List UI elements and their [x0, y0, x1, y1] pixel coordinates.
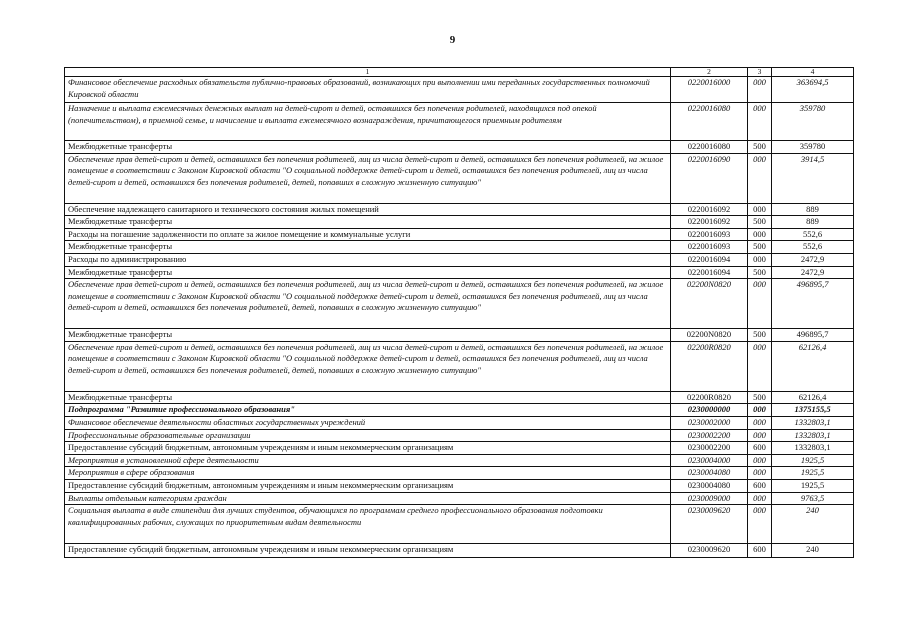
row-sum: 359780 — [772, 103, 854, 141]
table-row — [65, 153, 854, 203]
table-row — [65, 103, 854, 141]
row-sum: 1925,5 — [772, 479, 854, 492]
row-name: Межбюджетные трансферты — [65, 266, 671, 279]
row-name: Мероприятия в сфере образования — [65, 467, 671, 480]
row-sum: 496895,7 — [772, 329, 854, 342]
row-type: 000 — [748, 228, 772, 241]
row-code: 0220016000 — [671, 77, 748, 103]
row-sum: 496895,7 — [772, 279, 854, 329]
row-sum: 1332803,1 — [772, 416, 854, 429]
row-type: 000 — [748, 103, 772, 141]
row-code: 0230002000 — [671, 416, 748, 429]
row-name: Межбюджетные трансферты — [65, 329, 671, 342]
row-name: Межбюджетные трансферты — [65, 141, 671, 154]
table-row — [65, 203, 854, 216]
header-col-sum: 4 — [772, 68, 854, 77]
header-col-name: 1 — [65, 68, 671, 77]
row-code: 0230002200 — [671, 442, 748, 455]
row-code: 0230004080 — [671, 467, 748, 480]
row-name: Обеспечение прав детей-сирот и детей, оставшихся без попечения родителей, лиц из числа детей-сирот и детей, оставшихся без попечения родителей, на жилое помещение в соответствии с Законом Кировской области "О социальной поддержке детей-сирот и детей, оставшихся без попечения родителей, лиц из числа детей-сирот и детей, оставшихся без попечения родителей, детей, попавших в сложную жизненную ситуацию" — [65, 341, 671, 391]
row-code: 0220016093 — [671, 228, 748, 241]
row-type: 000 — [748, 467, 772, 480]
row-sum: 363694,5 — [772, 77, 854, 103]
row-sum: 552,6 — [772, 228, 854, 241]
table-row — [65, 77, 854, 103]
table-row — [65, 279, 854, 329]
row-type: 000 — [748, 454, 772, 467]
table-row — [65, 479, 854, 492]
row-name: Предоставление субсидий бюджетным, автономным учреждениям и иным некоммерческим организациям — [65, 442, 671, 455]
table-row — [65, 544, 854, 558]
row-name: Выплаты отдельным категориям граждан — [65, 492, 671, 505]
row-code: 0230009620 — [671, 544, 748, 558]
table-header-row — [65, 68, 854, 77]
page-number: 9 — [449, 34, 456, 46]
row-name: Обеспечение прав детей-сирот и детей, оставшихся без попечения родителей, лиц из числа детей-сирот и детей, оставшихся без попечения родителей, на жилое помещение в соответствии с Законом Кировской области "О социальной поддержке детей-сирот и детей, оставшихся без попечения родителей, лиц из числа детей-сирот и детей, оставшихся без попечения родителей, детей, попавших в сложную жизненную ситуацию" — [65, 153, 671, 203]
table-row — [65, 228, 854, 241]
row-sum: 1332803,1 — [772, 442, 854, 455]
table-row — [65, 404, 854, 417]
row-sum: 359780 — [772, 141, 854, 154]
table-row — [65, 253, 854, 266]
row-code: 0220016090 — [671, 153, 748, 203]
row-sum: 2472,9 — [772, 253, 854, 266]
table-row — [65, 241, 854, 254]
row-name: Финансовое обеспечение деятельности областных государственных учреждений — [65, 416, 671, 429]
table-row — [65, 442, 854, 455]
row-sum: 2472,9 — [772, 266, 854, 279]
row-type: 500 — [748, 266, 772, 279]
row-name: Расходы по администрированию — [65, 253, 671, 266]
row-sum: 62126,4 — [772, 391, 854, 404]
row-code: 0230004080 — [671, 479, 748, 492]
table-row — [65, 391, 854, 404]
row-sum: 9763,5 — [772, 492, 854, 505]
row-sum: 240 — [772, 544, 854, 558]
header-col-type: 3 — [748, 68, 772, 77]
row-code: 0230000000 — [671, 404, 748, 417]
row-sum: 1925,5 — [772, 467, 854, 480]
row-type: 500 — [748, 329, 772, 342]
row-sum: 1375155,5 — [772, 404, 854, 417]
row-name: Профессиональные образовательные организации — [65, 429, 671, 442]
row-type: 600 — [748, 479, 772, 492]
row-sum: 889 — [772, 203, 854, 216]
row-name: Межбюджетные трансферты — [65, 391, 671, 404]
table-row — [65, 341, 854, 391]
row-type: 000 — [748, 153, 772, 203]
row-code: 0220016092 — [671, 203, 748, 216]
row-code: 0230009620 — [671, 505, 748, 544]
row-code: 0220016080 — [671, 103, 748, 141]
table-row — [65, 141, 854, 154]
row-type: 000 — [748, 429, 772, 442]
row-type: 500 — [748, 241, 772, 254]
row-code: 0220016094 — [671, 253, 748, 266]
table-row — [65, 266, 854, 279]
row-code: 0230002200 — [671, 429, 748, 442]
row-name: Финансовое обеспечение расходных обязательств публично-правовых образований, возникающих при выполнении ими переданных государственных полномочий Кировской области — [65, 77, 671, 103]
row-code: 0220016094 — [671, 266, 748, 279]
row-code: 02200R0820 — [671, 391, 748, 404]
row-sum: 1925,5 — [772, 454, 854, 467]
row-sum: 889 — [772, 216, 854, 229]
row-sum: 3914,5 — [772, 153, 854, 203]
row-type: 000 — [748, 416, 772, 429]
row-sum: 62126,4 — [772, 341, 854, 391]
row-name: Предоставление субсидий бюджетным, автономным учреждениям и иным некоммерческим организациям — [65, 479, 671, 492]
row-name: Обеспечение надлежащего санитарного и технического состояния жилых помещений — [65, 203, 671, 216]
table-row — [65, 505, 854, 544]
row-code: 0220016092 — [671, 216, 748, 229]
row-sum: 240 — [772, 505, 854, 544]
row-code: 02200N0820 — [671, 279, 748, 329]
row-type: 600 — [748, 544, 772, 558]
row-name: Назначение и выплата ежемесячных денежных выплат на детей-сирот и детей, оставшихся без попечения родителей, находящихся под опекой (попечительством), в приемной семье, и начисление и выплата ежемесячного вознаграждения, причитающегося приемным родителям — [65, 103, 671, 141]
header-col-code: 2 — [671, 68, 748, 77]
row-type: 000 — [748, 505, 772, 544]
row-code: 02200N0820 — [671, 329, 748, 342]
row-type: 500 — [748, 391, 772, 404]
row-type: 000 — [748, 77, 772, 103]
row-type: 000 — [748, 492, 772, 505]
table-row — [65, 467, 854, 480]
row-type: 000 — [748, 404, 772, 417]
row-code: 02200R0820 — [671, 341, 748, 391]
row-type: 000 — [748, 203, 772, 216]
table-row — [65, 416, 854, 429]
row-type: 500 — [748, 216, 772, 229]
table-row — [65, 329, 854, 342]
row-type: 000 — [748, 341, 772, 391]
table-row — [65, 429, 854, 442]
row-type: 000 — [748, 279, 772, 329]
row-type: 600 — [748, 442, 772, 455]
row-name: Расходы на погашение задолженности по оплате за жилое помещение и коммунальные услуги — [65, 228, 671, 241]
row-code: 0230004000 — [671, 454, 748, 467]
row-name: Обеспечение прав детей-сирот и детей, оставшихся без попечения родителей, лиц из числа детей-сирот и детей, оставшихся без попечения родителей, на жилое помещение в соответствии с Законом Кировской области "О социальной поддержке детей-сирот и детей, оставшихся без попечения родителей, лиц из числа детей-сирот и детей, оставшихся без попечения родителей, детей, попавших в сложную жизненную ситуацию" — [65, 279, 671, 329]
row-type: 000 — [748, 253, 772, 266]
budget-table — [64, 67, 854, 558]
row-name: Межбюджетные трансферты — [65, 216, 671, 229]
table-row — [65, 454, 854, 467]
row-code: 0230009000 — [671, 492, 748, 505]
row-name: Предоставление субсидий бюджетным, автономным учреждениям и иным некоммерческим организациям — [65, 544, 671, 558]
row-code: 0220016080 — [671, 141, 748, 154]
row-name: Мероприятия в установленной сфере деятельности — [65, 454, 671, 467]
table-row — [65, 492, 854, 505]
row-name: Социальная выплата в виде стипендии для лучших студентов, обучающихся по программам среднего профессионального образования подготовки квалифицированных рабочих, служащих по приоритетным видам деятельности — [65, 505, 671, 544]
row-type: 500 — [748, 141, 772, 154]
row-sum: 552,6 — [772, 241, 854, 254]
row-name: Подпрограмма "Развитие профессионального образования" — [65, 404, 671, 417]
row-code: 0220016093 — [671, 241, 748, 254]
row-sum: 1332803,1 — [772, 429, 854, 442]
table-row — [65, 216, 854, 229]
row-name: Межбюджетные трансферты — [65, 241, 671, 254]
